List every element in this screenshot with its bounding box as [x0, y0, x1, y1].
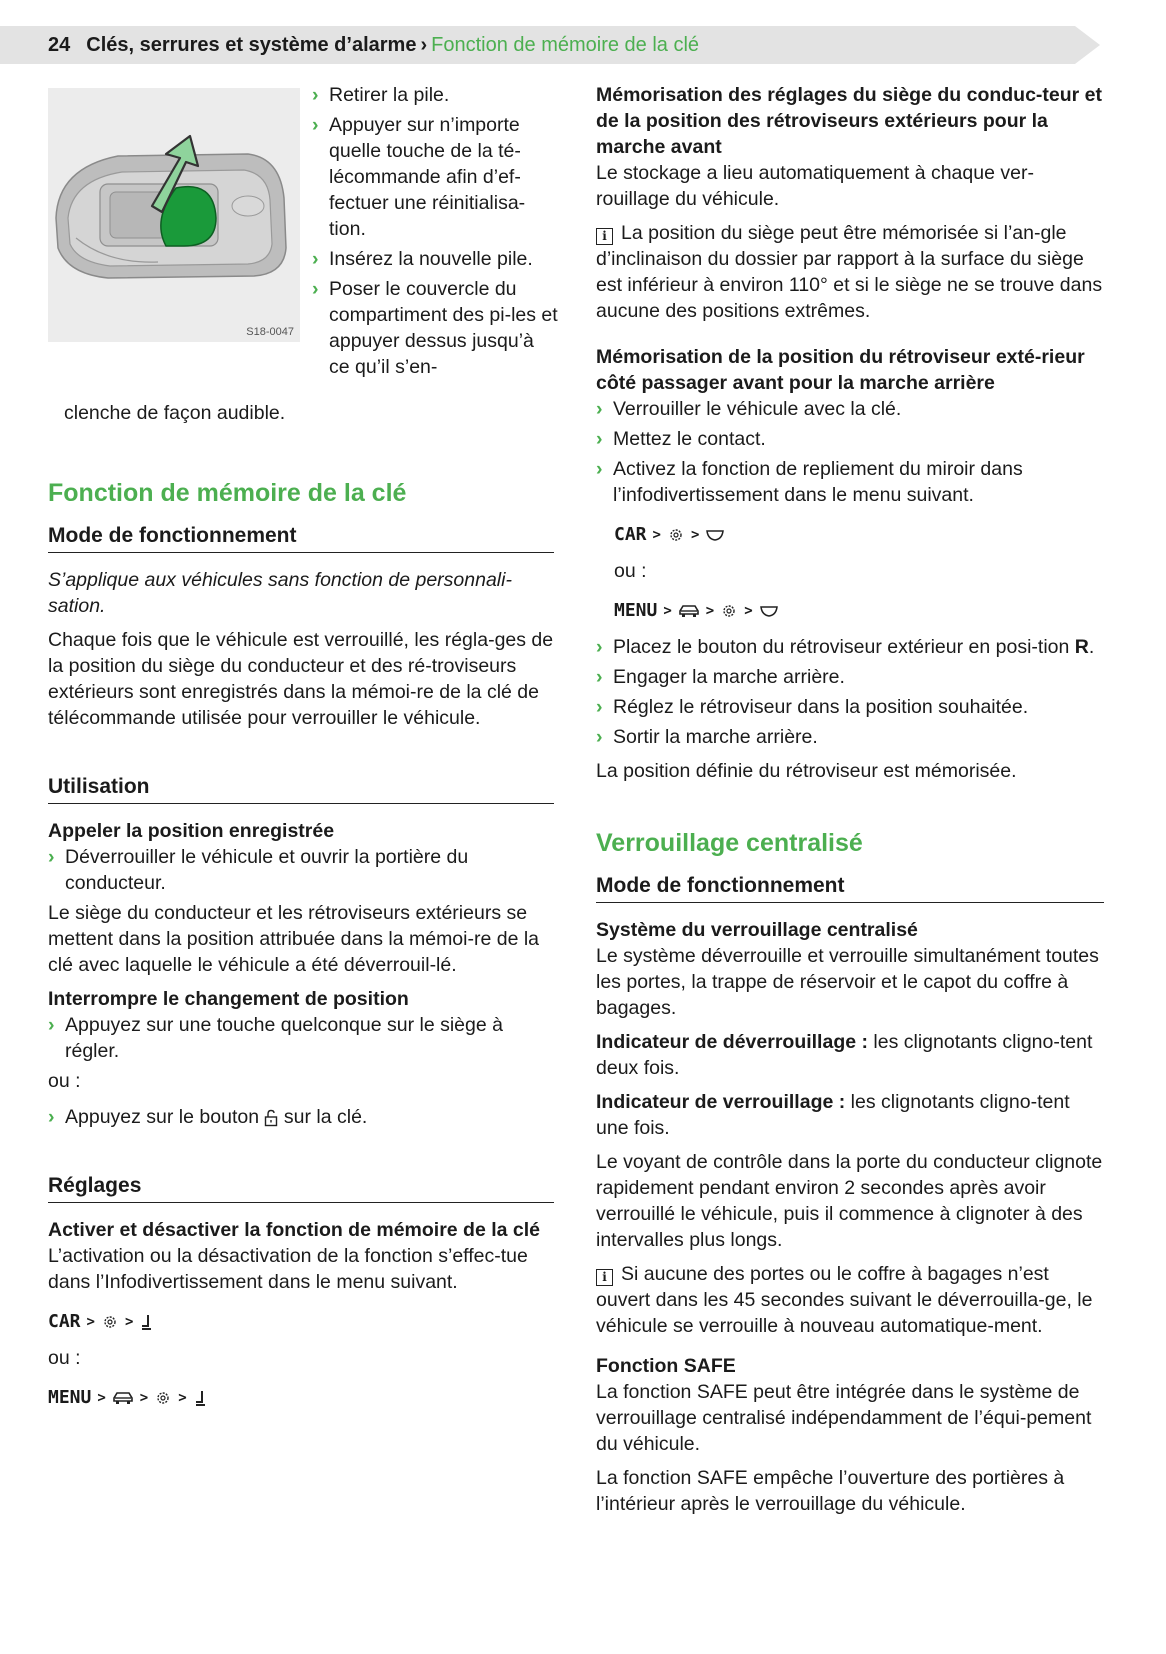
- list-item: › Engager la marche arrière.: [596, 666, 845, 688]
- figure-id: S18-0047: [246, 326, 294, 338]
- sub-heading: Activer et désactiver la fonction de mémoire de la clé: [48, 1219, 541, 1241]
- bullet-icon: ›: [596, 696, 603, 718]
- bullet-icon: ›: [596, 726, 603, 748]
- breadcrumb-separator: ›: [420, 34, 428, 56]
- unlock-icon: [264, 1109, 278, 1127]
- mirror-icon: [705, 528, 725, 542]
- menu-car-label: CAR: [48, 1311, 81, 1332]
- settings-gear-icon: [154, 1389, 172, 1407]
- paragraph: Indicateur de déverrouillage : les clignotants cligno-tent deux fois.: [596, 1031, 1093, 1079]
- list-item: › Mettez le contact.: [596, 428, 766, 450]
- paragraph: La fonction SAFE empêche l’ouverture des portières à l’intérieur après le verrouillage du véhicule.: [596, 1467, 1065, 1515]
- menu-path: [614, 598, 1104, 624]
- menu-path: [614, 522, 1104, 548]
- subsection-heading: Mode de fonctionnement: [596, 872, 1104, 903]
- paragraph: Le système déverrouille et verrouille simultanément toutes les portes, la trappe de réservoir et le capot du coffre à bagages.: [596, 945, 1099, 1019]
- bullet-icon: ›: [48, 1014, 55, 1036]
- list-item: › Sortir la marche arrière.: [596, 726, 818, 748]
- arrow-icon: >: [97, 1390, 106, 1406]
- menu-path: [48, 1309, 554, 1335]
- bullet-icon: ›: [596, 428, 603, 450]
- sub-heading: Système du verrouillage centralisé: [596, 919, 918, 941]
- sub-heading: Appeler la position enregistrée: [48, 820, 335, 842]
- arrow-icon: >: [124, 1314, 134, 1330]
- bullet-icon: ›: [596, 666, 603, 688]
- info-note: i Si aucune des portes ou le coffre à bagages n’est ouvert dans les 45 secondes suivant le déverrouilla-ge, le véhicule se verrouille à nouveau automatique-ment.: [596, 1263, 1093, 1337]
- sub-heading: Mémorisation de la position du rétroviseur exté-rieur côté passager avant pour la marche arrière: [596, 346, 1085, 394]
- bullet-icon: ›: [596, 458, 603, 480]
- menu-menu-label: MENU: [614, 600, 658, 621]
- arrow-icon: >: [690, 527, 700, 543]
- settings-gear-icon: [720, 602, 738, 620]
- arrow-icon: >: [178, 1390, 187, 1406]
- arrow-icon: >: [86, 1314, 95, 1330]
- paragraph: Le stockage a lieu automatiquement à chaque ver-rouillage du véhicule.: [596, 162, 1034, 210]
- subsection-heading: Réglages: [48, 1172, 554, 1203]
- or-label: ou :: [614, 560, 647, 582]
- section-heading: Fonction de mémoire de la clé: [48, 479, 407, 507]
- arrow-icon: >: [139, 1390, 149, 1406]
- mirror-icon: [759, 604, 779, 618]
- step-continuation: clenche de façon audible.: [64, 402, 286, 424]
- paragraph: Indicateur de verrouillage : les clignotants cligno-tent une fois.: [596, 1091, 1070, 1139]
- bullet-icon: ›: [312, 248, 319, 270]
- info-icon: i: [596, 1269, 613, 1286]
- car-icon: [112, 1390, 134, 1406]
- settings-gear-icon: [667, 526, 685, 544]
- applicability-note: S’applique aux véhicules sans fonction de personnali-sation.: [48, 569, 512, 617]
- list-item: › Poser le couvercle du compartiment des pi-les et appuyer dessus jusqu’à ce qu’il s’en-: [312, 278, 558, 378]
- subsection-heading: Mode de fonctionnement: [48, 522, 554, 553]
- arrow-icon: >: [744, 603, 753, 619]
- settings-gear-icon: [101, 1313, 119, 1331]
- battery-steps: [312, 82, 558, 384]
- list-item: › Verrouiller le véhicule avec la clé.: [596, 398, 902, 420]
- right-column: [596, 82, 1104, 1525]
- menu-car-label: CAR: [614, 524, 647, 545]
- or-label: ou :: [48, 1347, 81, 1369]
- arrow-icon: >: [663, 603, 672, 619]
- bullet-icon: ›: [48, 1106, 55, 1128]
- list-item: › Réglez le rétroviseur dans la position souhaitée.: [596, 696, 1029, 718]
- chapter-title: Clés, serrures et système d’alarme: [86, 34, 417, 56]
- list-item: › Déverrouiller le véhicule et ouvrir la portière du conducteur.: [48, 846, 469, 894]
- menu-path: [48, 1385, 554, 1411]
- figure-block: [48, 82, 558, 400]
- paragraph: Le siège du conducteur et les rétroviseurs extérieurs se mettent dans la position attribuée dans la mémoi-re de la clé avec laquelle le véhicule a été déverrouil-lé.: [48, 902, 540, 976]
- section-heading: Verrouillage centralisé: [596, 829, 863, 857]
- arrow-icon: >: [652, 527, 661, 543]
- bullet-icon: ›: [596, 398, 603, 420]
- left-column: [48, 82, 558, 1421]
- key-battery-figure: [48, 88, 300, 342]
- key-battery-cover-icon: [48, 88, 300, 342]
- arrow-icon: >: [705, 603, 715, 619]
- page-number: 24: [48, 34, 71, 56]
- car-icon: [678, 603, 700, 619]
- list-item: › Appuyez sur une touche quelconque sur le siège à régler.: [48, 1014, 503, 1062]
- subsection-heading: Utilisation: [48, 773, 554, 804]
- bullet-icon: ›: [596, 636, 603, 658]
- list-item: › Placez le bouton du rétroviseur extérieur en posi-tion R.: [596, 636, 1095, 658]
- list-item: › Activez la fonction de repliement du miroir dans l’infodivertissement dans le menu suivant.: [596, 458, 1023, 506]
- seat-icon: [193, 1389, 207, 1407]
- menu-menu-label: MENU: [48, 1387, 92, 1408]
- sub-heading: Fonction SAFE: [596, 1355, 736, 1377]
- paragraph: La fonction SAFE peut être intégrée dans le système de verrouillage centralisé indépendamment de l’équi-pement du véhicule.: [596, 1381, 1092, 1455]
- bullet-icon: ›: [312, 114, 319, 136]
- sub-heading: Mémorisation des réglages du siège du conduc-teur et de la position des rétroviseurs extérieurs pour la marche avant: [596, 84, 1103, 158]
- paragraph: Le voyant de contrôle dans la porte du conducteur clignote rapidement pendant environ 2 secondes après avoir verrouillé le véhicule, puis il commence à clignoter à des intervalles plus longs.: [596, 1151, 1103, 1251]
- list-item: › Insérez la nouvelle pile.: [312, 248, 533, 270]
- section-title: Fonction de mémoire de la clé: [431, 34, 700, 56]
- bullet-icon: ›: [48, 846, 55, 868]
- list-item: › Retirer la pile.: [312, 84, 450, 106]
- paragraph: Chaque fois que le véhicule est verrouillé, les régla-ges de la position du siège du conducteur et des ré-troviseurs extérieurs sont enregistrés dans la mémoi-re de la clé de télécommande utilisée pour verrouiller le véhicule.: [48, 629, 554, 729]
- seat-icon: [139, 1313, 153, 1331]
- paragraph: La position définie du rétroviseur est mémorisée.: [596, 760, 1017, 782]
- list-item: › Appuyez sur le bouton sur la clé.: [48, 1106, 368, 1128]
- bullet-icon: ›: [312, 278, 319, 300]
- info-icon: i: [596, 228, 613, 245]
- header: [48, 30, 699, 60]
- info-note: i La position du siège peut être mémorisée si l’an-gle d’inclinaison du dossier par rapport à la surface du siège est inférieur à environ 110° et si le siège ne se trouve dans aucune des positions extrêmes.: [596, 222, 1103, 322]
- bullet-icon: ›: [312, 84, 319, 106]
- sub-heading: Interrompre le changement de position: [48, 988, 409, 1010]
- paragraph: L’activation ou la désactivation de la fonction s’effec-tue dans l’Infodivertissement dans le menu suivant.: [48, 1245, 528, 1293]
- list-item: › Appuyer sur n’importe quelle touche de la té-lécommande afin d’ef-fectuer une réinitialisa-tion.: [312, 114, 526, 240]
- or-label: ou :: [48, 1070, 81, 1092]
